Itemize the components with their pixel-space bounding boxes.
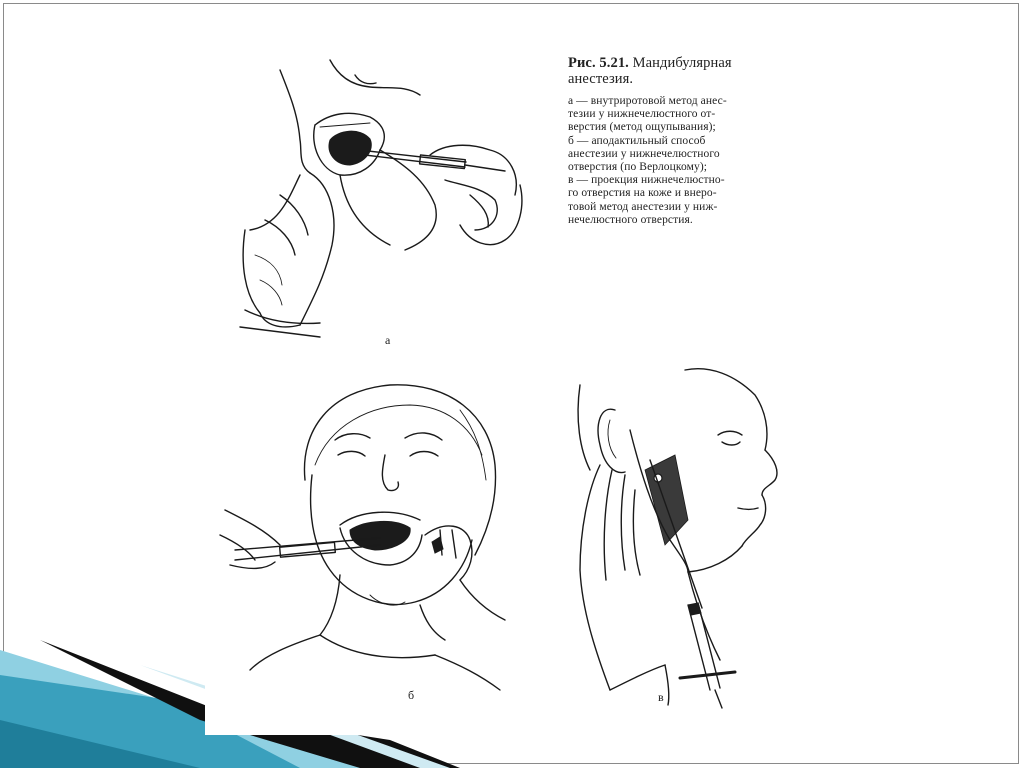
caption-title-text: Мандибулярная анестезия. [568,55,732,87]
caption-number: Рис. 5.21. [568,55,629,71]
figure-b [220,370,510,700]
figure-a-drawing [220,55,550,355]
caption-line: а — внутриротовой метод анес- [568,95,727,107]
caption-line: го отверстия на коже и внеро- [568,187,717,200]
figure-a-label: а [385,333,391,347]
caption-line: нечелюстного отверстия. [568,213,693,226]
caption-line: товой метод анестезии у ниж- [568,200,718,213]
figure-b-label: б [408,688,415,702]
scanned-page [205,30,820,735]
caption-line: отверстия (по Верлоцкому); [568,161,708,174]
figure-caption [568,55,800,227]
caption-line: в — проекция нижнечелюстно- [568,174,725,187]
figure-a [220,55,550,355]
caption-title [568,55,800,87]
figure-c [570,360,790,710]
figure-c-drawing [570,360,790,710]
caption-line: б — аподактильный способ [568,134,706,147]
caption-body [568,95,800,227]
figure-b-drawing [220,370,510,700]
figure-c-label: в [658,690,664,704]
caption-line: тезии у нижнечелюстного от- [568,108,716,121]
caption-line: анестезии у нижнечелюстного [568,147,720,160]
caption-line: верстия (метод ощупывания); [568,121,716,134]
